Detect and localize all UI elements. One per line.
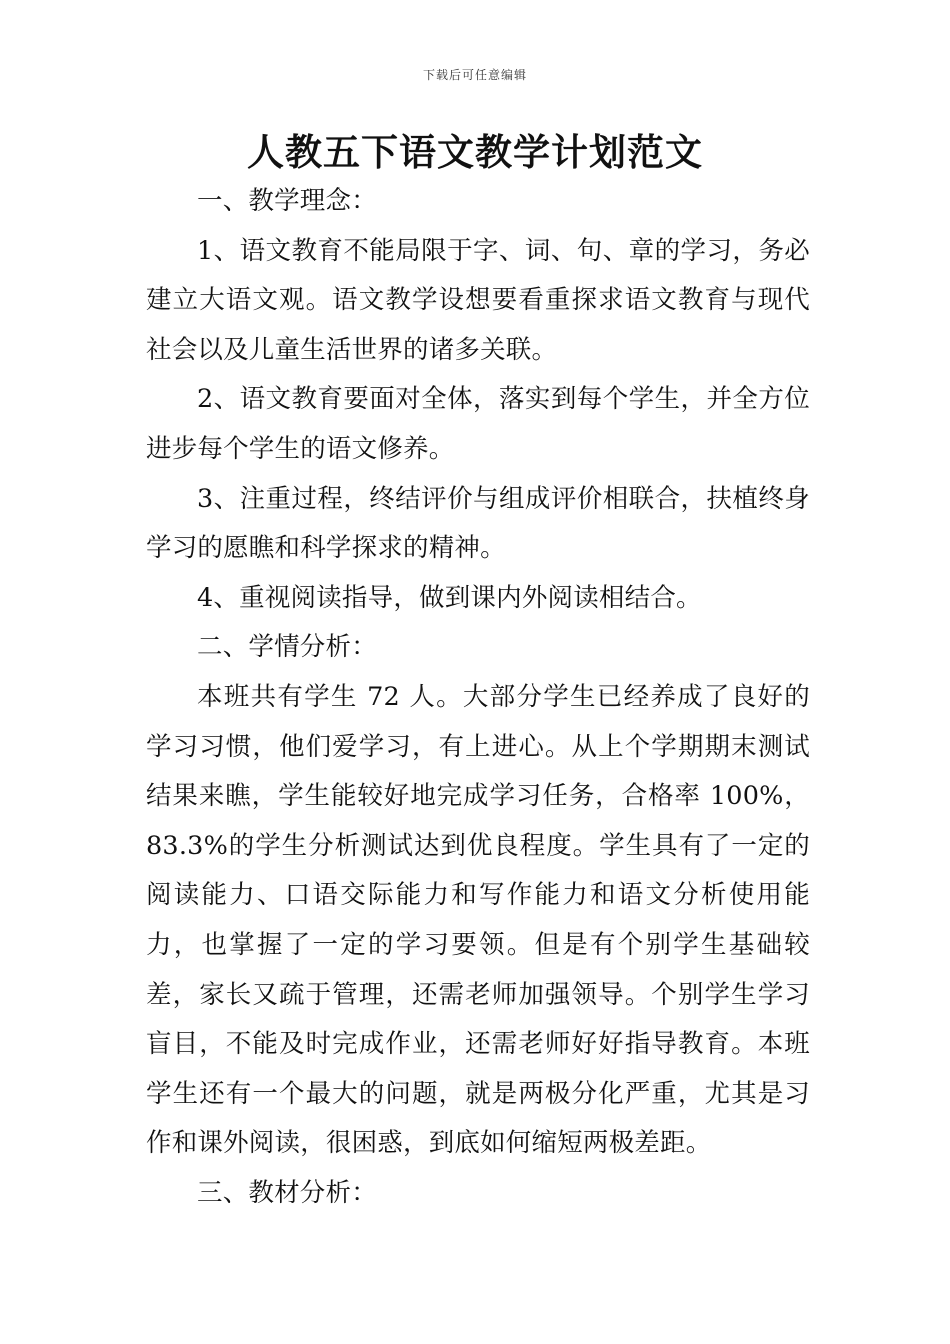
section-heading-textbook-analysis: 三、教材分析： [197, 1177, 377, 1208]
paragraph-student-analysis: 本班共有学生 72 人。大部分学生已经养成了良好的学习习惯，他们爱学习，有上进心。从上个学期期末测试结果来瞧，学生能较好地完成学习任务，合格率 100%，83.3%的学生分析测试达到优良程度。学生具有了一定的阅读能力、口语交际能力和写作能力和语文分析使用能力，也掌握了一定的学习要领。但是有个别学生基础较差，家长又疏于管理，还需老师加强领导。个别学生学习盲目，不能及时完成作业，还需老师好好指导教育。本班学生还有一个最大的问题，就是两极分化严重，尤其是习作和课外阅读，很困惑，到底如何缩短两极差距。 [146, 681, 810, 1159]
document-title: 人教五下语文教学计划范文 [247, 130, 703, 174]
paragraph-point-1: 1、语文教育不能局限于字、词、句、章的学习，务必建立大语文观。语文教学设想要看重探求语文教育与现代社会以及儿童生活世界的诸多关联。 [146, 235, 810, 365]
paragraph-point-4: 4、重视阅读指导，做到课内外阅读相结合。 [197, 582, 702, 613]
paragraph-point-2: 2、语文教育要面对全体，落实到每个学生，并全方位进步每个学生的语文修养。 [146, 384, 810, 464]
section-heading-student-analysis: 二、学情分析： [197, 632, 377, 663]
paragraph-point-3: 3、注重过程，终结评价与组成评价相联合，扶植终身学习的愿瞧和科学探求的精神。 [146, 483, 810, 564]
section-heading-teaching-philosophy: 一、教学理念： [197, 186, 377, 216]
document-body [146, 177, 810, 1218]
header-note: 下载后可任意编辑 [422, 68, 527, 82]
